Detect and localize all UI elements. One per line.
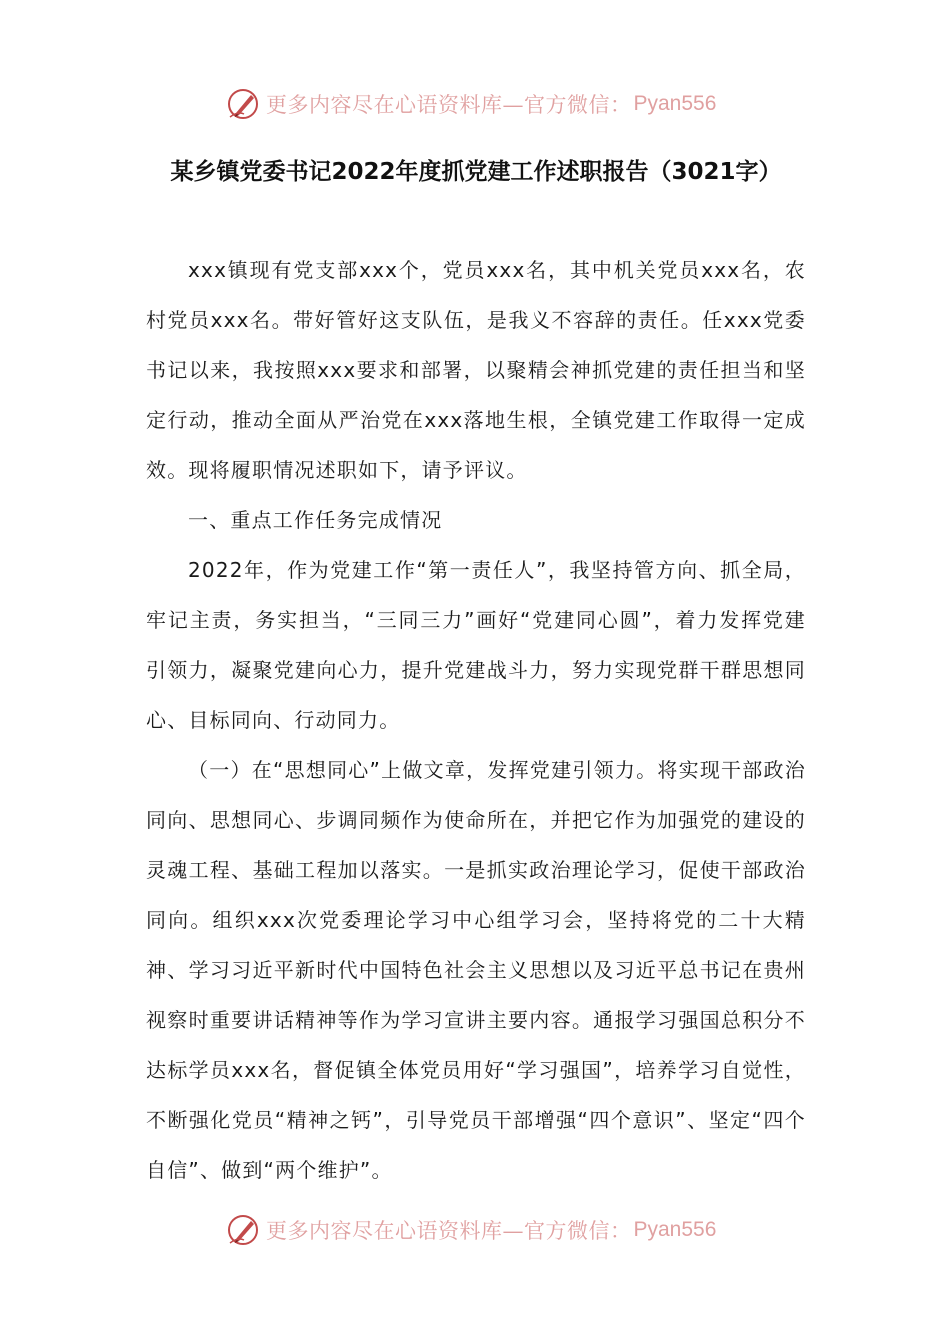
- section-heading: 一、重点工作任务完成情况: [188, 508, 443, 532]
- body-paragraph: xxx镇现有党支部xxx个，党员xxx名，其中机关党员xxx名，农村党员xxx名。带好管好这支队伍，是我义不容辞的责任。任xxx党委书记以来，我按照xxx要求和部署，以聚精会神抓党建的责任担当和坚定行动，推动全面从严治党在xxx落地生根，全镇党建工作取得一定成效。现将履职情况述职如下，请予评议。: [146, 258, 806, 482]
- body-paragraph: 2022年，作为党建工作“第一责任人”，我坚持管方向、抓全局，牢记主责，务实担当，“三同三力”画好“党建同心圆”，着力发挥党建引领力，凝聚党建向心力，提升党建战斗力，努力实现党群干群思想同心、目标同向、行动同力。: [146, 558, 806, 732]
- watermark-banner-bottom: [226, 1210, 746, 1250]
- body-paragraph: （一）在“思想同心”上做文章，发挥党建引领力。将实现干部政治同向、思想同心、步调同频作为使命所在，并把它作为加强党的建设的灵魂工程、基础工程加以落实。一是抓实政治理论学习，促使干部政治同向。组织xxx次党委理论学习中心组学习会，坚持将党的二十大精神、学习习近平新时代中国特色社会主义思想以及习近平总书记在贵州视察时重要讲话精神等作为学习宣讲主要内容。通报学习强国总积分不达标学员xxx名，督促镇全体党员用好“学习强国”，培养学习自觉性，不断强化党员“精神之钙”，引导党员干部增强“四个意识”、坚定“四个自信”、做到“两个维护”。: [146, 758, 806, 1182]
- watermark-contact: Pyan556: [633, 1218, 717, 1241]
- watermark-contact: Pyan556: [633, 92, 717, 115]
- document-body: [146, 245, 806, 1195]
- pen-logo-icon: [226, 1213, 260, 1247]
- watermark-banner-top: [226, 84, 746, 124]
- pen-logo-icon: [226, 87, 260, 121]
- watermark-text: 更多内容尽在心语资料库—官方微信：: [266, 1219, 632, 1243]
- watermark-text: 更多内容尽在心语资料库—官方微信：: [266, 93, 632, 117]
- document-title: 某乡镇党委书记2022年度抓党建工作述职报告（3021字）: [170, 159, 782, 185]
